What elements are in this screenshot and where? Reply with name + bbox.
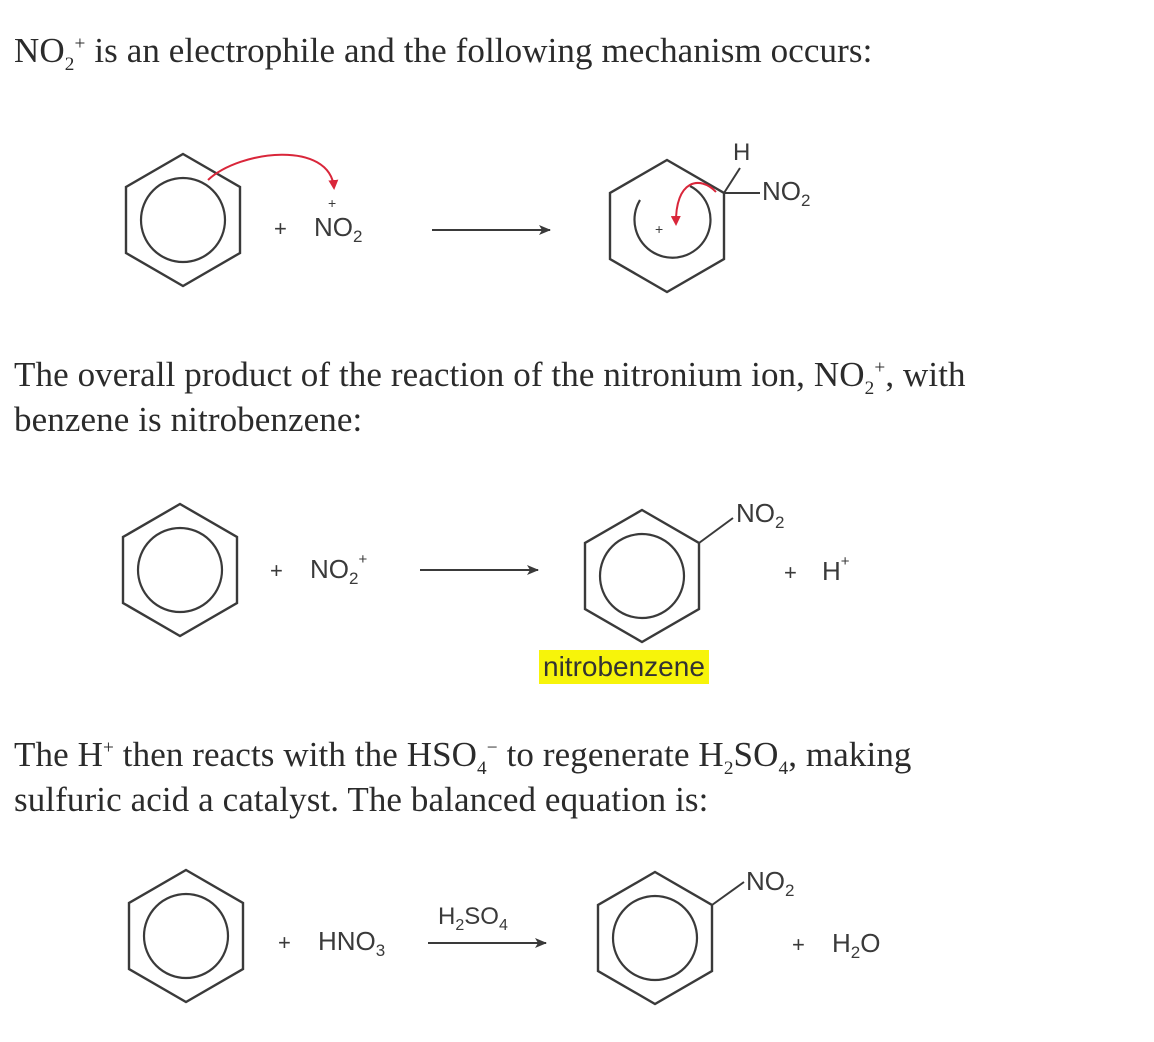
mechanism-scheme — [0, 0, 1154, 320]
nitronium-charge: + — [328, 195, 337, 211]
balanced-equation-scheme — [0, 850, 1154, 1042]
paragraph-overall-product: The overall product of the reaction of the nitronium ion, $NO_2^+$, with benzene is nitrobenzene: — [14, 355, 966, 439]
plus-sign: + — [784, 560, 797, 585]
nitrobenzene-structure — [598, 872, 744, 1004]
overall-reaction-scheme — [0, 470, 1154, 650]
overall-svg — [0, 470, 1154, 650]
proton-byproduct: H+ — [822, 553, 850, 586]
nitro-group-label: $NO_2$ — [736, 498, 785, 532]
plus-sign: + — [270, 558, 283, 583]
benzene-ring — [126, 154, 240, 286]
hydrogen-label: H — [733, 139, 751, 166]
nitronium-reagent: $NO_2$ — [314, 212, 363, 246]
benzene-ring — [129, 870, 243, 1002]
catalyst-label: $H_2SO_4$ — [438, 903, 508, 934]
plus-sign: + — [274, 216, 287, 241]
plus-sign: + — [792, 932, 805, 957]
arenium-intermediate — [610, 160, 760, 292]
mechanism-svg — [0, 0, 1154, 320]
benzene-ring — [123, 504, 237, 636]
nitric-acid-reagent: $HNO_3$ — [318, 926, 386, 960]
water-byproduct: $H_2O$ — [832, 928, 881, 962]
curly-arrow-icon — [208, 155, 334, 188]
nitronium-reagent: $NO_2^+$ — [310, 551, 368, 588]
paragraph-electrophile: $NO_2^+$ is an electrophile and the following mechanism occurs: — [14, 31, 873, 75]
nitrobenzene-structure — [585, 510, 733, 642]
ring-charge: + — [655, 221, 664, 237]
nitro-group-label: $NO_2$ — [746, 866, 795, 900]
nitrobenzene-caption: nitrobenzene — [539, 650, 709, 684]
paragraph-catalyst: The H+ then reacts with the $HSO_4^-$ to regenerate $H_2SO_4$, making sulfuric acid a catalyst. The balanced equation is: — [14, 735, 912, 819]
balanced-svg — [0, 850, 1154, 1042]
plus-sign: + — [278, 930, 291, 955]
nitro-group-label: $NO_2$ — [762, 176, 811, 210]
